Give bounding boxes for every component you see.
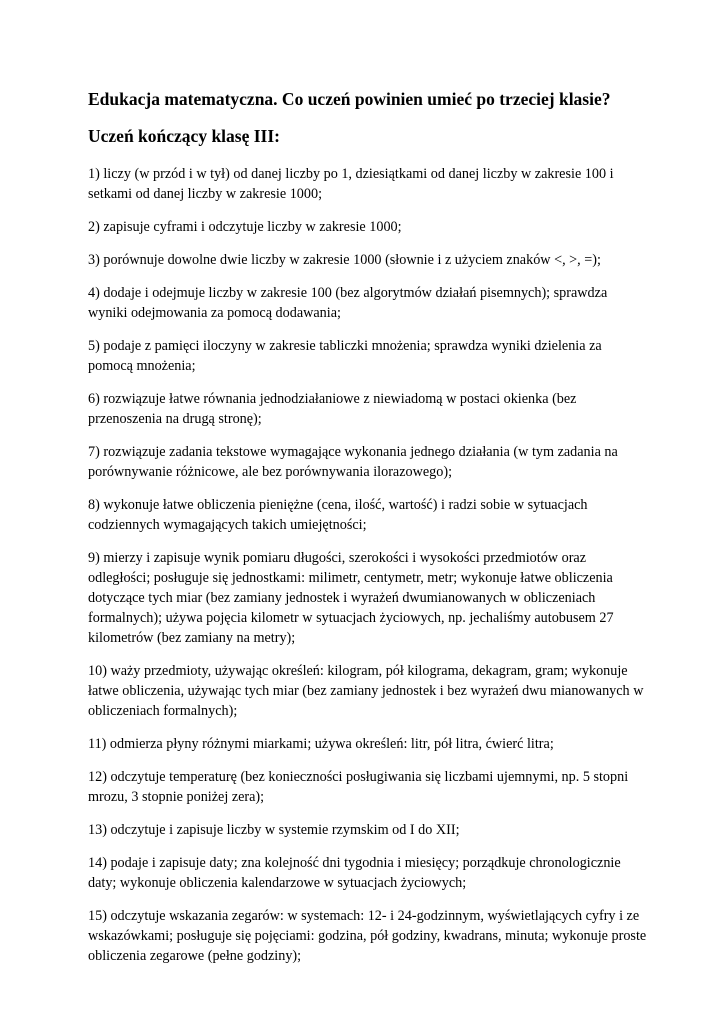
list-item: 8) wykonuje łatwe obliczenia pieniężne (cena, ilość, wartość) i radzi sobie w sytuacjach codziennych wymagających takich umiejętności; bbox=[88, 497, 588, 533]
list-item: 10) waży przedmioty, używając określeń: kilogram, pół kilograma, dekagram, gram; wykonuje łatwe obliczenia, używając tych miar (bez zamiany jednostek i bez wyrażeń dwu mianowanych w obliczeniach formalnych); bbox=[88, 663, 644, 719]
list-item: 9) mierzy i zapisuje wynik pomiaru długości, szerokości i wysokości przedmiotów oraz odległości; posługuje się jednostkami: milimetr, centymetr, metr; wykonuje łatwe obliczenia dotyczące tych miar (bez zamiany jednostek i wyrażeń dwumianowanych w obliczeniach formalnych); używa pojęcia kilometr w sytuacjach życiowych, np. jechaliśmy autobusem 27 kilometrów (bez zamiany na metry); bbox=[88, 550, 614, 646]
document-page bbox=[88, 78, 648, 979]
list-item: 5) podaje z pamięci iloczyny w zakresie tabliczki mnożenia; sprawdza wyniki dzielenia za pomocą mnożenia; bbox=[88, 338, 602, 374]
list-item: 15) odczytuje wskazania zegarów: w systemach: 12- i 24-godzinnym, wyświetlających cyfry i ze wskazówkami; posługuje się pojęciami: godzina, pół godziny, kwadrans, minuta; wykonuje proste obliczenia zegarowe (pełne godziny); bbox=[88, 908, 647, 964]
list-item: 1) liczy (w przód i w tył) od danej liczby po 1, dziesiątkami od danej liczby w zakresie 100 i setkami od danej liczby w zakresie 1000; bbox=[88, 166, 614, 202]
list-item: 11) odmierza płyny różnymi miarkami; używa określeń: litr, pół litra, ćwierć litra; bbox=[88, 736, 554, 752]
list-item: 2) zapisuje cyframi i odczytuje liczby w zakresie 1000; bbox=[88, 219, 402, 235]
skills-list bbox=[88, 164, 648, 966]
list-item: 3) porównuje dowolne dwie liczby w zakresie 1000 (słownie i z użyciem znaków <, >, =); bbox=[88, 252, 601, 268]
document-title: Edukacja matematyczna. Co uczeń powinien umieć po trzeciej klasie? bbox=[88, 89, 611, 109]
list-item: 7) rozwiązuje zadania tekstowe wymagające wykonania jednego działania (w tym zadania na porównywanie różnicowe, ale bez porównywania ilorazowego); bbox=[88, 444, 618, 480]
list-item: 14) podaje i zapisuje daty; zna kolejność dni tygodnia i miesięcy; porządkuje chronologicznie daty; wykonuje obliczenia kalendarzowe w sytuacjach życiowych; bbox=[88, 855, 621, 891]
list-item: 13) odczytuje i zapisuje liczby w systemie rzymskim od I do XII; bbox=[88, 822, 460, 838]
list-item: 6) rozwiązuje łatwe równania jednodziałaniowe z niewiadomą w postaci okienka (bez przenoszenia na drugą stronę); bbox=[88, 391, 577, 427]
list-item: 12) odczytuje temperaturę (bez konieczności posługiwania się liczbami ujemnymi, np. 5 stopni mrozu, 3 stopnie poniżej zera); bbox=[88, 769, 629, 805]
list-item: 4) dodaje i odejmuje liczby w zakresie 100 (bez algorytmów działań pisemnych); sprawdza wyniki odejmowania za pomocą dodawania; bbox=[88, 285, 608, 321]
document-subtitle: Uczeń kończący klasę III: bbox=[88, 126, 280, 146]
